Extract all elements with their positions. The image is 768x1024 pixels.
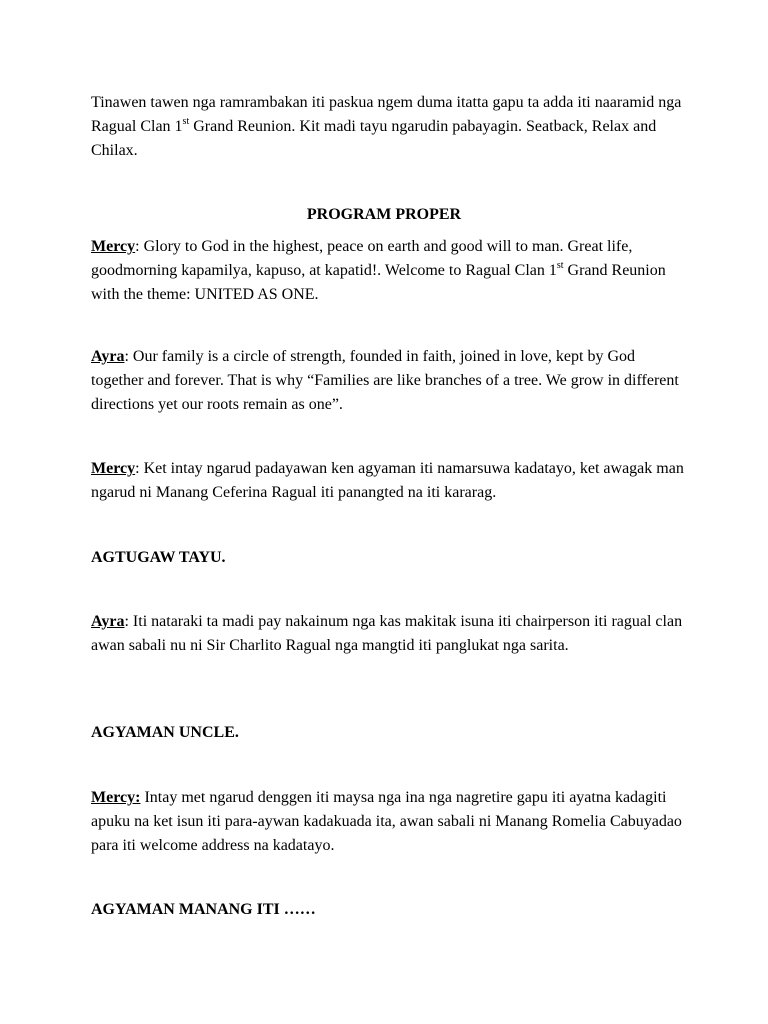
speaker-colon: :: [124, 348, 133, 365]
dialogue-block: [91, 235, 691, 307]
ordinal-suffix: st: [182, 115, 190, 127]
dialogue-text: Ket intay ngarud padayawan ken agyaman iti namarsuwa kadatayo, ket awagak man ngarud ni Manang Ceferina Ragual iti panangted na iti kararag.: [91, 460, 684, 501]
section-title: PROGRAM PROPER: [306, 206, 462, 223]
dialogue-text-part2: Grand Reunion with the theme: UNITED AS ONE.: [91, 262, 666, 303]
speaker-name: Mercy: [91, 238, 136, 255]
dialogue-block: [91, 610, 691, 658]
dialogue-block: [91, 457, 691, 505]
cue-heading: AGTUGAW TAYU.: [91, 549, 226, 566]
speaker-colon: :: [124, 613, 133, 630]
intro-paragraph: [91, 91, 691, 163]
speaker-colon: :: [135, 238, 144, 255]
dialogue-block: [91, 786, 691, 858]
speaker-name: Ayra: [91, 348, 125, 365]
speaker-colon: :: [135, 460, 144, 477]
cue-heading: AGYAMAN UNCLE.: [91, 724, 239, 741]
dialogue-text: Our family is a circle of strength, founded in faith, joined in love, kept by God together and forever. That is why “Families are like branches of a tree. We grow in different directions yet our roots remain as one”.: [91, 348, 679, 413]
dialogue-text: Iti nataraki ta madi pay nakainum nga kas makitak isuna iti chairperson iti ragual clan awan sabali nu ni Sir Charlito Ragual nga mangtid iti panglukat nga sarita.: [91, 613, 683, 654]
dialogue-text-part1: Glory to God in the highest, peace on earth and good will to man. Great life, goodmorning kapamilya, kapuso, at kapatid!. Welcome to Ragual Clan 1: [91, 238, 633, 279]
cue-heading: AGYAMAN MANANG ITI ……: [91, 901, 316, 918]
speaker-name: Ayra: [91, 613, 125, 630]
dialogue-text: Intay met ngarud denggen iti maysa nga ina nga nagretire gapu iti ayatna kadagiti apuku na ket isun iti para-aywan kadakuada ita, awan sabali ni Manang Romelia Cabuyadao para iti welcome address na kadatayo.: [91, 789, 682, 854]
dialogue-block: [91, 345, 691, 417]
intro-text-part1: Tinawen tawen nga ramrambakan iti paskua ngem duma itatta gapu ta adda iti naaramid nga Ragual Clan 1: [91, 94, 682, 135]
speaker-name: Mercy:: [91, 789, 141, 806]
ordinal-suffix: st: [556, 259, 564, 271]
intro-text-part2: Grand Reunion. Kit madi tayu ngarudin pabayagin. Seatback, Relax and Chilax.: [91, 118, 657, 159]
speaker-name: Mercy: [91, 460, 136, 477]
